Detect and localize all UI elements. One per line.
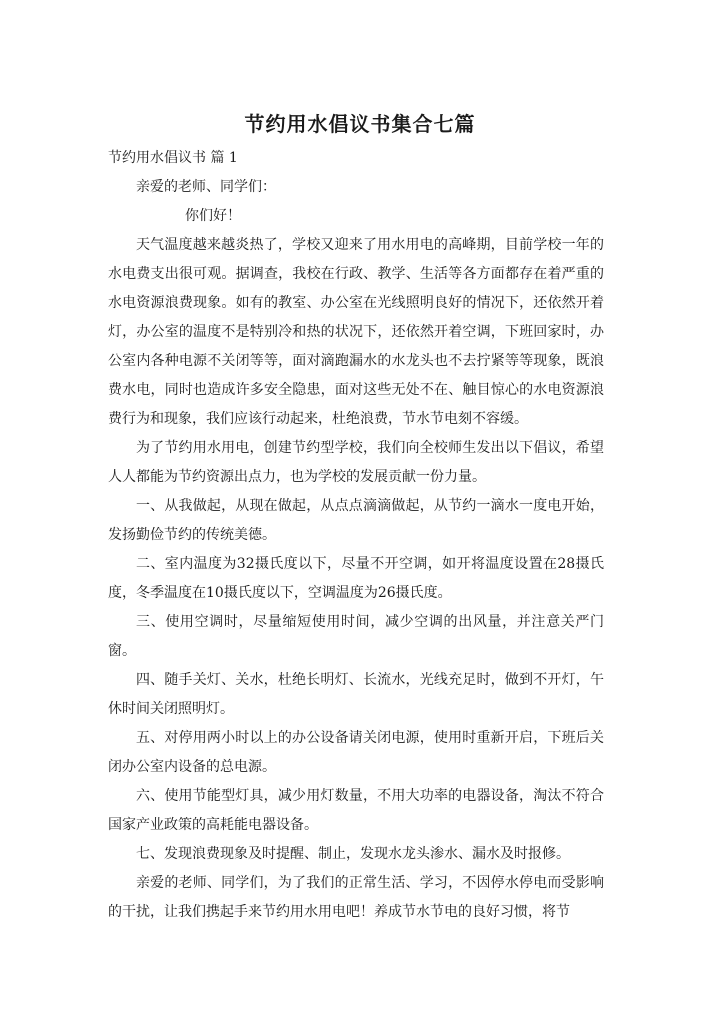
greeting: 你们好！	[185, 208, 241, 224]
paragraph: 五、对停用两小时以上的办公设备请关闭电源，使用时重新开启，下班后关闭办公室内设备的总电源。	[108, 730, 604, 775]
paragraph: 天气温度越来越炎热了，学校又迎来了用水用电的高峰期，目前学校一年的水电费支出很可观。据调查，我校在行政、教学、生活等各方面都存在着严重的水电资源浪费现象。如有的教室、办公室在光线照明良好的情况下，还依然开着灯，办公室的温度不是特别冷和热的状况下，还依然开着空调，下班回家时，办公室内各种电源不关闭等等，面对滴跑漏水的水龙头也不去拧紧等等现象，既浪费水电，同时也造成许多安全隐患，面对这些无处不在、触目惊心的水电资源浪费行为和现象，我们应该行动起来，杜绝浪费，节水节电刻不容缓。	[108, 237, 604, 427]
document-title: 节约用水倡议书集合七篇	[244, 112, 476, 136]
paragraph: 四、随手关灯、关水，杜绝长明灯、长流水，光线充足时，做到不开灯，午休时间关闭照明灯。	[108, 672, 604, 717]
paragraph: 亲爱的老师、同学们，为了我们的正常生活、学习，不因停水停电而受影响的干扰，让我们携起手来节约用水用电吧！养成节水节电的良好习惯，将节	[108, 875, 604, 920]
paragraph: 六、使用节能型灯具，减少用灯数量，不用大功率的电器设备，淘汰不符合国家产业政策的高耗能电器设备。	[108, 788, 604, 833]
paragraph: 二、室内温度为32摄氏度以下，尽量不开空调，如开将温度设置在28摄氏度，冬季温度在10摄氏度以下，空调温度为26摄氏度。	[108, 556, 604, 601]
paragraph: 三、使用空调时，尽量缩短使用时间，减少空调的出风量，并注意关严门窗。	[108, 614, 604, 659]
document-body	[108, 173, 604, 927]
paragraph: 七、发现浪费现象及时提醒、制止，发现水龙头渗水、漏水及时报修。	[136, 846, 570, 862]
paragraph: 为了节约用水用电，创建节约型学校，我们向全校师生发出以下倡议，希望人人都能为节约资源出点力，也为学校的发展贡献一份力量。	[108, 440, 604, 485]
salutation: 亲爱的老师、同学们：	[136, 179, 276, 195]
section-heading: 节约用水倡议书 篇 1	[108, 150, 238, 166]
paragraph: 一、从我做起，从现在做起，从点点滴滴做起，从节约一滴水一度电开始，发扬勤俭节约的传统美德。	[108, 498, 604, 543]
